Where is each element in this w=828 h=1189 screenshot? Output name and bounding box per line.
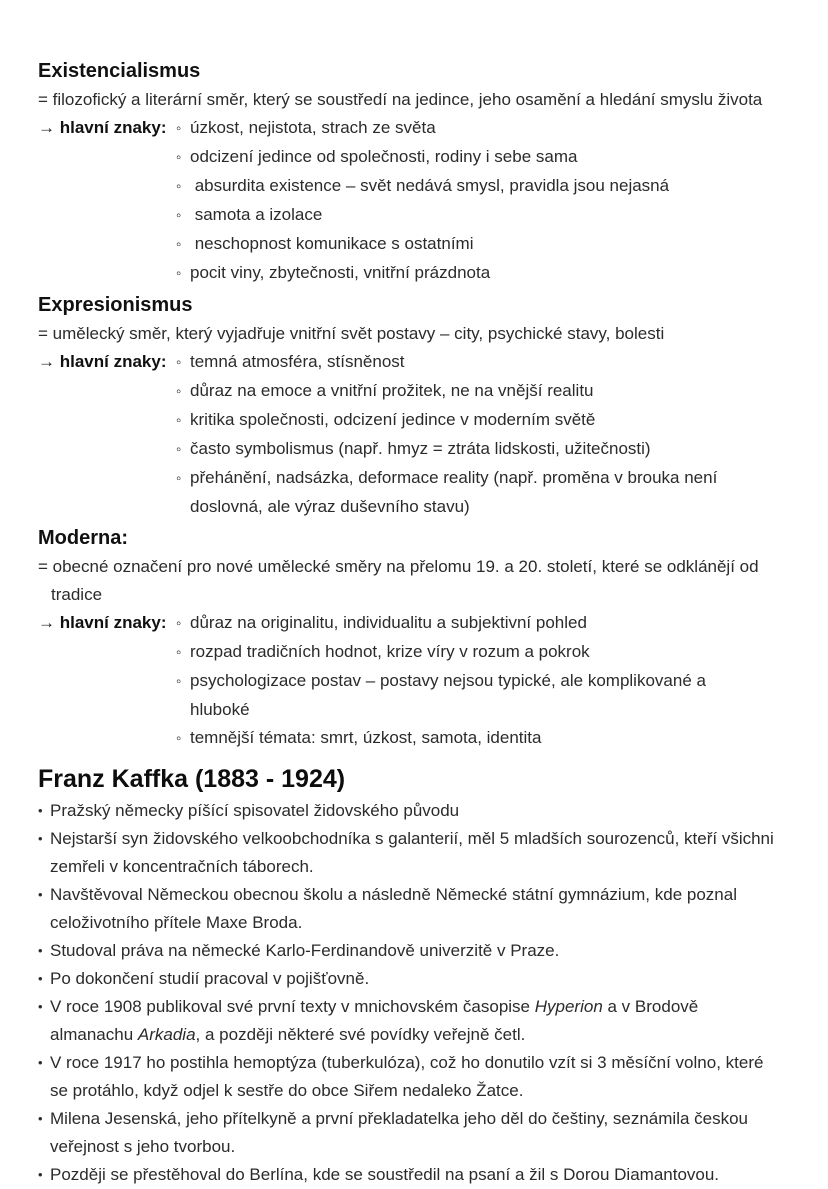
- znaky-bullet-item: [176, 406, 766, 435]
- circle-bullet-icon: ◦: [176, 383, 182, 400]
- znaky-bullet-item: [176, 172, 766, 201]
- dot-bullet-icon: •: [38, 887, 43, 902]
- bullet-text: často symbolismus (např. hmyz = ztráta lidskosti, užitečnosti): [190, 439, 651, 458]
- znaky-bullet-item: [176, 348, 766, 377]
- fact-text: Navštěvoval Německou obecnou školu a následně Německé státní gymnázium, kde poznal celoživotního přítele Maxe Broda.: [50, 885, 737, 932]
- section-moderna: [38, 525, 828, 753]
- fact-text-part: a v Brodově almanachu: [50, 997, 699, 1044]
- bullet-text: odcizení jedince od společnosti, rodiny i sebe sama: [190, 147, 578, 166]
- kafka-bullet-item: [38, 825, 783, 881]
- znaky-label-text: hlavní znaky:: [59, 352, 167, 371]
- znaky-bullet-item: [176, 230, 766, 259]
- fact-text-part: V roce 1908 publikoval své první texty v mnichovském časopise: [50, 997, 535, 1016]
- dot-bullet-icon: •: [38, 943, 43, 958]
- kafka-bullet-item: [38, 1049, 783, 1105]
- bullet-text: kritika společnosti, odcizení jedince v moderním světě: [190, 410, 596, 429]
- circle-bullet-icon: ◦: [176, 615, 182, 632]
- dot-bullet-icon: •: [38, 803, 43, 818]
- fact-text: Milena Jesenská, jeho přítelkyně a první překladatelka jeho děl do češtiny, seznámila českou veřejnost s jeho tvorbou.: [50, 1109, 749, 1156]
- znaky-label-text: hlavní znaky:: [59, 118, 167, 137]
- znaky-label-text: hlavní znaky:: [59, 613, 167, 632]
- bullet-text: pocit viny, zbytečnosti, vnitřní prázdnota: [190, 263, 491, 282]
- almanac-title-arkadia: Arkadia: [137, 1025, 196, 1044]
- circle-bullet-icon: ◦: [176, 149, 182, 166]
- fact-text: Nejstarší syn židovského velkoobchodníka s galanterií, měl 5 mladších sourozenců, kteří všichni zemřeli v koncentračních táborech.: [50, 829, 774, 876]
- circle-bullet-icon: ◦: [176, 470, 182, 487]
- bullet-text: důraz na emoce a vnitřní prožitek, ne na vnější realitu: [190, 381, 594, 400]
- znaky-list-expresionismus: [176, 348, 766, 521]
- circle-bullet-icon: ◦: [176, 730, 182, 747]
- fact-text: [50, 997, 698, 1044]
- fact-text: Pražský německy píšící spisovatel židovského původu: [50, 801, 460, 820]
- bullet-text: úzkost, nejistota, strach ze světa: [190, 118, 436, 137]
- znaky-row-expresionismus: [38, 348, 828, 521]
- znaky-bullet-item: [176, 259, 766, 288]
- bullet-text: přehánění, nadsázka, deformace reality (např. proměna v brouka není doslovná, ale výraz duševního stavu): [190, 468, 723, 516]
- fact-text: Studoval práva na německé Karlo-Ferdinandově univerzitě v Praze.: [50, 941, 560, 960]
- kafka-bullet-item: [38, 1161, 783, 1189]
- notes-content: [38, 58, 828, 1189]
- circle-bullet-icon: ◦: [176, 354, 182, 371]
- znaky-list-existencialismus: [176, 114, 766, 288]
- dot-bullet-icon: •: [38, 1167, 43, 1182]
- znaky-row-moderna: [38, 609, 828, 753]
- bullet-text: samota a izolace: [190, 205, 323, 224]
- fact-text: Po dokončení studií pracoval v pojišťovně.: [50, 969, 370, 988]
- znaky-bullet-item: [176, 724, 766, 753]
- definition-expresionismus: = umělecký směr, který vyjadřuje vnitřní svět postavy – city, psychické stavy, bolesti: [38, 324, 665, 343]
- bullet-text: temná atmosféra, stísněnost: [190, 352, 405, 371]
- znaky-row-existencialismus: [38, 114, 828, 288]
- znaky-bullet-item: [176, 609, 766, 638]
- bullet-text: absurdita existence – svět nedává smysl, pravidla jsou nejasná: [190, 176, 670, 195]
- section-heading-expresionismus: Expresionismus: [38, 294, 193, 316]
- circle-bullet-icon: ◦: [176, 207, 182, 224]
- kafka-bullet-item: [38, 797, 783, 825]
- magazine-title-hyperion: Hyperion: [534, 997, 603, 1016]
- kafka-fact-list: [38, 797, 783, 1189]
- znaky-bullet-item: [176, 464, 766, 521]
- fact-text: Později se přestěhoval do Berlína, kde se soustředil na psaní a žil s Dorou Diamantovou.: [50, 1165, 720, 1184]
- dot-bullet-icon: •: [38, 831, 43, 846]
- definition-existencialismus: = filozofický a literární směr, který se soustředí na jedince, jeho osamění a hledání smyslu života: [38, 90, 763, 109]
- dot-bullet-icon: •: [38, 1111, 43, 1126]
- znaky-label: [38, 114, 176, 142]
- section-existencialismus: [38, 58, 828, 288]
- arrow-right-icon: →: [38, 352, 55, 371]
- dot-bullet-icon: •: [38, 971, 43, 986]
- znaky-label: [38, 609, 176, 637]
- bullet-text: rozpad tradičních hodnot, krize víry v rozum a pokrok: [190, 642, 590, 661]
- section-franz-kafka: [38, 763, 828, 1189]
- bullet-text: temnější témata: smrt, úzkost, samota, identita: [190, 728, 542, 747]
- circle-bullet-icon: ◦: [176, 644, 182, 661]
- znaky-bullet-item: [176, 201, 766, 230]
- znaky-list-moderna: [176, 609, 766, 753]
- znaky-bullet-item: [176, 377, 766, 406]
- kafka-heading: Franz Kaffka (1883 - 1924): [38, 765, 346, 793]
- znaky-bullet-item: [176, 143, 766, 172]
- kafka-bullet-item: [38, 937, 783, 965]
- circle-bullet-icon: ◦: [176, 673, 182, 690]
- section-expresionismus: [38, 292, 828, 521]
- circle-bullet-icon: ◦: [176, 178, 182, 195]
- znaky-bullet-item: [176, 435, 766, 464]
- bullet-text: psychologizace postav – postavy nejsou typické, ale komplikované a hluboké: [190, 671, 711, 719]
- kafka-bullet-item: [38, 965, 783, 993]
- znaky-bullet-item: [176, 114, 766, 143]
- section-heading-moderna: Moderna:: [38, 527, 128, 549]
- circle-bullet-icon: ◦: [176, 236, 182, 253]
- kafka-bullet-item: [38, 993, 783, 1049]
- definition-moderna: = obecné označení pro nové umělecké směry na přelomu 19. a 20. století, které se odklánějí od tradice: [38, 557, 759, 604]
- arrow-right-icon: →: [38, 118, 55, 137]
- circle-bullet-icon: ◦: [176, 265, 182, 282]
- fact-text-part: , a později některé své povídky veřejně četl.: [195, 1025, 526, 1044]
- kafka-bullet-item: [38, 1105, 783, 1161]
- arrow-right-icon: →: [38, 613, 55, 632]
- section-heading-existencialismus: Existencialismus: [38, 60, 201, 82]
- dot-bullet-icon: •: [38, 999, 43, 1014]
- circle-bullet-icon: ◦: [176, 441, 182, 458]
- znaky-bullet-item: [176, 638, 766, 667]
- bullet-text: důraz na originalitu, individualitu a subjektivní pohled: [190, 613, 587, 632]
- znaky-bullet-item: [176, 667, 766, 724]
- kafka-bullet-item: [38, 881, 783, 937]
- circle-bullet-icon: ◦: [176, 412, 182, 429]
- znaky-label: [38, 348, 176, 376]
- dot-bullet-icon: •: [38, 1055, 43, 1070]
- fact-text: V roce 1917 ho postihla hemoptýza (tuberkulóza), což ho donutilo vzít si 3 měsíční volno, které se protáhlo, když odjel k sestře do obce Siřem nedaleko Žatce.: [50, 1053, 764, 1100]
- circle-bullet-icon: ◦: [176, 120, 182, 137]
- bullet-text: neschopnost komunikace s ostatními: [190, 234, 474, 253]
